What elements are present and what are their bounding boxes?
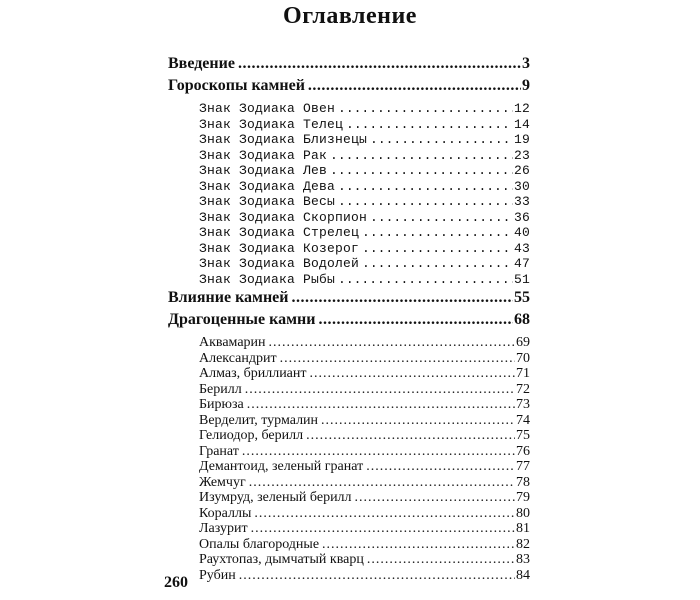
toc-subentry-page: 72 bbox=[516, 381, 530, 397]
toc-subentry bbox=[199, 413, 530, 429]
toc-subentry bbox=[199, 351, 530, 367]
dot-leader bbox=[280, 351, 515, 367]
toc-subentry-page: 33 bbox=[513, 194, 530, 209]
toc-subentry-page: 84 bbox=[516, 567, 530, 583]
toc-subentry-page: 81 bbox=[516, 521, 530, 536]
toc-subentry bbox=[199, 117, 530, 133]
dot-leader bbox=[254, 506, 515, 522]
toc-subentry-page: 69 bbox=[516, 335, 530, 350]
dot-leader bbox=[338, 272, 513, 288]
toc-subentry bbox=[199, 444, 530, 460]
dot-leader bbox=[242, 444, 515, 460]
toc-subentry-page: 40 bbox=[513, 225, 530, 240]
dot-leader bbox=[310, 366, 515, 382]
toc-subentry bbox=[199, 552, 530, 568]
toc-subentry bbox=[199, 241, 530, 257]
toc-subentry-label: Берилл bbox=[199, 381, 242, 397]
dot-leader bbox=[251, 521, 515, 537]
dot-leader bbox=[362, 225, 513, 241]
toc-subentry-label: Знак Зодиака Весы bbox=[199, 194, 336, 209]
toc-subentry-page: 12 bbox=[513, 101, 530, 116]
toc-subentry-label: Верделит, турмалин bbox=[199, 412, 319, 428]
toc-subentry-label: Гранат bbox=[199, 443, 239, 459]
toc-subentry-label: Гелиодор, берилл bbox=[199, 428, 304, 443]
dot-leader bbox=[338, 101, 513, 117]
toc-entry-stone-influence bbox=[168, 287, 530, 309]
toc-subentry-label: Знак Зодиака Близнецы bbox=[199, 132, 368, 147]
toc-subentry-label: Рубин bbox=[199, 567, 236, 583]
toc-sublist-horoscopes bbox=[168, 101, 530, 287]
toc-entry-label: Драгоценные камни bbox=[168, 311, 316, 328]
toc-sublist-precious-stones bbox=[168, 335, 530, 583]
dot-leader bbox=[370, 210, 513, 226]
toc-subentry bbox=[199, 382, 530, 398]
toc-subentry bbox=[199, 256, 530, 272]
toc-subentry-page: 75 bbox=[516, 428, 530, 443]
dot-leader bbox=[370, 132, 513, 148]
toc-entry-page: 55 bbox=[514, 289, 530, 306]
toc-subentry bbox=[199, 194, 530, 210]
toc-subentry-label: Демантоид, зеленый гранат bbox=[199, 459, 364, 474]
toc-subentry-label: Раухтопаз, дымчатый кварц bbox=[199, 552, 364, 567]
dot-leader bbox=[322, 537, 515, 553]
dot-leader bbox=[318, 309, 513, 331]
toc-entry-page: 9 bbox=[522, 77, 530, 94]
toc-subentry bbox=[199, 490, 530, 506]
dot-leader bbox=[249, 475, 515, 491]
toc-subentry-page: 79 bbox=[516, 490, 530, 505]
toc-subentry-label: Изумруд, зеленый берилл bbox=[199, 490, 352, 505]
dot-leader bbox=[338, 194, 513, 210]
dot-leader bbox=[367, 552, 515, 568]
toc-subentry-page: 70 bbox=[516, 350, 530, 366]
toc-subentry-page: 47 bbox=[513, 256, 530, 271]
dot-leader bbox=[362, 241, 513, 257]
toc-subentry bbox=[199, 397, 530, 413]
toc-subentry-page: 23 bbox=[513, 147, 530, 163]
toc-entry-label: Введение bbox=[168, 55, 235, 72]
dot-leader bbox=[291, 287, 513, 309]
toc-subentry-label: Знак Зодиака Дева bbox=[199, 178, 336, 194]
dot-leader bbox=[238, 53, 521, 75]
toc-subentry-page: 43 bbox=[513, 240, 530, 256]
toc-subentry-page: 83 bbox=[516, 552, 530, 567]
toc-subentry-page: 19 bbox=[513, 132, 530, 147]
toc-subentry bbox=[199, 568, 530, 584]
toc-subentry-label: Опалы благородные bbox=[199, 536, 320, 552]
toc-entry-page: 68 bbox=[514, 311, 530, 328]
dot-leader bbox=[321, 413, 515, 429]
toc-subentry-label: Аквамарин bbox=[199, 335, 266, 350]
dot-leader bbox=[239, 568, 515, 584]
toc-subentry-label: Кораллы bbox=[199, 505, 252, 521]
toc-subentry bbox=[199, 506, 530, 522]
toc-subentry bbox=[199, 132, 530, 148]
toc-subentry-label: Знак Зодиака Телец bbox=[199, 116, 344, 132]
toc-subentry-label: Бирюза bbox=[199, 397, 244, 412]
toc-subentry-page: 73 bbox=[516, 397, 530, 412]
toc-subentry-page: 71 bbox=[516, 366, 530, 381]
toc-subentry bbox=[199, 148, 530, 164]
toc-subentry bbox=[199, 459, 530, 475]
toc-subentry bbox=[199, 366, 530, 382]
toc-subentry bbox=[199, 225, 530, 241]
toc-subentry bbox=[199, 537, 530, 553]
toc-subentry-page: 77 bbox=[516, 459, 530, 474]
dot-leader bbox=[330, 163, 513, 179]
toc-subentry-label: Знак Зодиака Скорпион bbox=[199, 209, 368, 225]
toc-subentry-label: Знак Зодиака Овен bbox=[199, 101, 336, 116]
toc-subentry-page: 78 bbox=[516, 474, 530, 490]
dot-leader bbox=[308, 75, 521, 97]
toc-subentry-page: 74 bbox=[516, 412, 530, 428]
toc-subentry bbox=[199, 179, 530, 195]
toc-subentry-page: 30 bbox=[513, 178, 530, 194]
page-title: Оглавление bbox=[283, 3, 417, 29]
toc-subentry-page: 76 bbox=[516, 443, 530, 459]
toc-subentry-label: Знак Зодиака Козерог bbox=[199, 240, 360, 256]
toc-entry-label: Гороскопы камней bbox=[168, 77, 305, 94]
dot-leader bbox=[247, 397, 515, 413]
toc-entry-stone-horoscopes bbox=[168, 75, 530, 97]
toc-entry-page: 3 bbox=[522, 55, 530, 72]
toc-subentry bbox=[199, 335, 530, 351]
toc-subentry bbox=[199, 475, 530, 491]
toc-subentry-label: Александрит bbox=[199, 350, 277, 366]
toc-subentry-label: Знак Зодиака Стрелец bbox=[199, 225, 360, 240]
dot-leader bbox=[338, 179, 513, 195]
toc-subentry-label: Знак Зодиака Рыбы bbox=[199, 271, 336, 287]
table-of-contents bbox=[168, 53, 530, 583]
toc-subentry bbox=[199, 521, 530, 537]
dot-leader bbox=[362, 256, 513, 272]
dot-leader bbox=[330, 148, 513, 164]
toc-subentry-page: 51 bbox=[513, 271, 530, 287]
footer-page-number: 260 bbox=[164, 574, 188, 591]
toc-subentry-page: 14 bbox=[513, 116, 530, 132]
toc-subentry-page: 80 bbox=[516, 505, 530, 521]
toc-subentry bbox=[199, 210, 530, 226]
dot-leader bbox=[245, 382, 515, 398]
toc-subentry-page: 26 bbox=[513, 163, 530, 178]
toc-subentry-page: 82 bbox=[516, 536, 530, 552]
toc-subentry-page: 36 bbox=[513, 209, 530, 225]
toc-subentry bbox=[199, 101, 530, 117]
toc-subentry-label: Алмаз, бриллиант bbox=[199, 366, 307, 381]
dot-leader bbox=[346, 117, 513, 133]
dot-leader bbox=[306, 428, 515, 444]
dot-leader bbox=[366, 459, 515, 475]
dot-leader bbox=[269, 335, 515, 351]
toc-entry-precious-stones bbox=[168, 309, 530, 331]
toc-subentry-label: Лазурит bbox=[199, 521, 248, 536]
toc-subentry-label: Жемчуг bbox=[199, 474, 246, 490]
toc-subentry-label: Знак Зодиака Лев bbox=[199, 163, 328, 178]
toc-subentry bbox=[199, 163, 530, 179]
toc-subentry-label: Знак Зодиака Водолей bbox=[199, 256, 360, 271]
toc-entry-introduction bbox=[168, 53, 530, 75]
toc-entry-label: Влияние камней bbox=[168, 289, 289, 306]
toc-subentry bbox=[199, 428, 530, 444]
toc-subentry bbox=[199, 272, 530, 288]
toc-subentry-label: Знак Зодиака Рак bbox=[199, 147, 328, 163]
dot-leader bbox=[355, 490, 515, 506]
